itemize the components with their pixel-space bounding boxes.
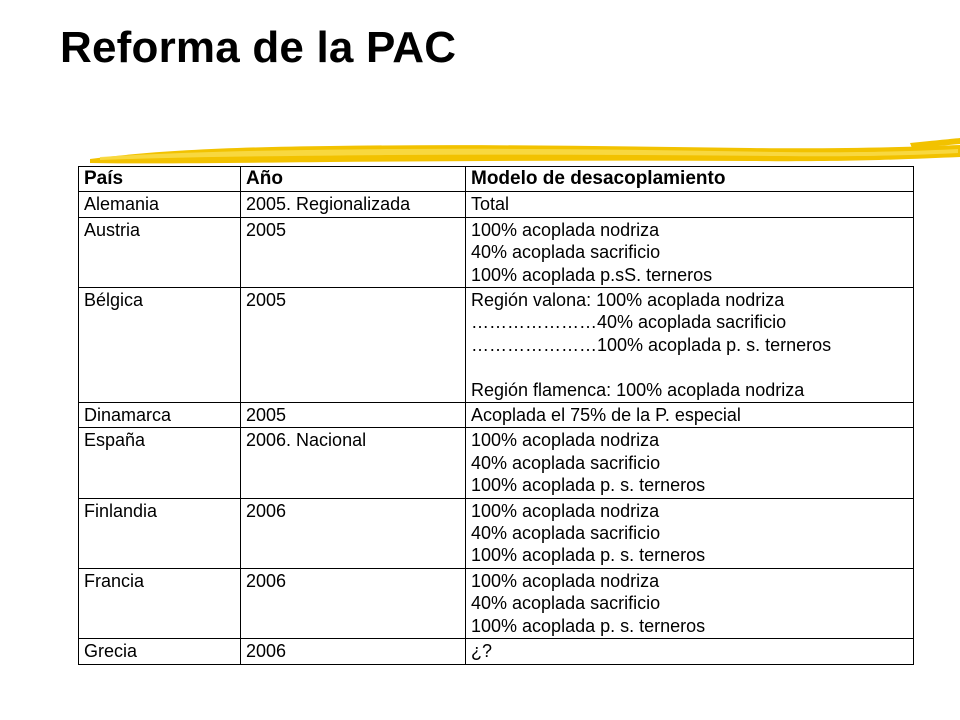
cell-modelo — [466, 428, 914, 498]
desacoplamiento-table — [78, 166, 914, 665]
header-anio: Año — [241, 167, 466, 192]
cell-pais: Austria — [79, 217, 241, 287]
table-row — [79, 192, 914, 217]
modelo-line: 100% acoplada nodriza — [471, 219, 660, 240]
modelo-line: 100% acoplada p. s. terneros — [471, 475, 706, 496]
table-container — [78, 166, 914, 665]
cell-anio: 2005 — [241, 217, 466, 287]
modelo-line: Acoplada el 75% de la P. especial — [471, 405, 741, 426]
modelo-line: ¿? — [471, 641, 493, 662]
cell-modelo — [466, 288, 914, 403]
modelo-line: 40% acoplada sacrificio — [471, 452, 661, 473]
cell-modelo — [466, 192, 914, 217]
modelo-line: 100% acoplada p.sS. terneros — [471, 264, 713, 285]
cell-anio: 2006 — [241, 639, 466, 664]
cell-pais: España — [79, 428, 241, 498]
cell-modelo — [466, 403, 914, 428]
cell-anio: 2006 — [241, 498, 466, 568]
table-row — [79, 217, 914, 287]
modelo-line: 100% acoplada p. s. terneros — [471, 545, 706, 566]
modelo-line: 40% acoplada sacrificio — [471, 593, 661, 614]
modelo-line: 100% acoplada nodriza — [471, 430, 660, 451]
cell-pais: Alemania — [79, 192, 241, 217]
modelo-line: Total — [471, 194, 510, 215]
cell-modelo — [466, 498, 914, 568]
modelo-line: 40% acoplada sacrificio — [471, 523, 661, 544]
table-row — [79, 428, 914, 498]
cell-anio: 2005. Regionalizada — [241, 192, 466, 217]
cell-pais: Grecia — [79, 639, 241, 664]
cell-pais: Francia — [79, 568, 241, 638]
modelo-line — [471, 356, 908, 378]
table-row — [79, 568, 914, 638]
table-row — [79, 403, 914, 428]
modelo-line: 100% acoplada nodriza — [471, 500, 660, 521]
table-row — [79, 498, 914, 568]
cell-anio: 2005 — [241, 403, 466, 428]
cell-modelo — [466, 568, 914, 638]
modelo-line: Región flamenca: 100% acoplada nodriza — [471, 379, 805, 400]
cell-anio: 2006. Nacional — [241, 428, 466, 498]
table-row — [79, 288, 914, 403]
modelo-line: 40% acoplada sacrificio — [471, 242, 661, 263]
modelo-line: …………………100% acoplada p. s. terneros — [471, 334, 832, 355]
cell-pais: Bélgica — [79, 288, 241, 403]
modelo-line: Región valona: 100% acoplada nodriza — [471, 290, 785, 311]
table-header-row — [79, 167, 914, 192]
header-pais: País — [79, 167, 241, 192]
cell-anio: 2006 — [241, 568, 466, 638]
cell-pais: Finlandia — [79, 498, 241, 568]
table-body — [79, 192, 914, 664]
cell-modelo — [466, 639, 914, 664]
header-modelo: Modelo de desacoplamiento — [466, 167, 914, 192]
modelo-line: 100% acoplada nodriza — [471, 570, 660, 591]
table-row — [79, 639, 914, 664]
cell-modelo — [466, 217, 914, 287]
slide-title: Reforma de la PAC — [60, 23, 457, 72]
modelo-line: 100% acoplada p. s. terneros — [471, 615, 706, 636]
cell-anio: 2005 — [241, 288, 466, 403]
modelo-line: …………………40% acoplada sacrificio — [471, 312, 787, 333]
cell-pais: Dinamarca — [79, 403, 241, 428]
